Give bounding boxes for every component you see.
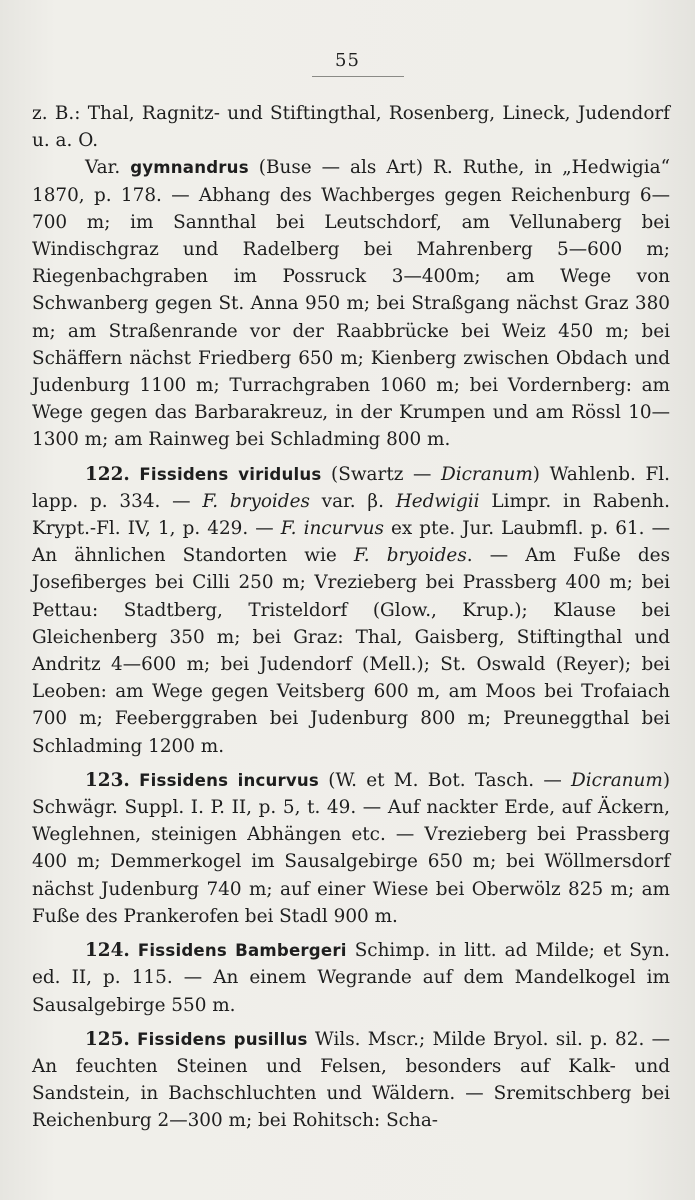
- synonym-italic: F. bryoides: [353, 545, 467, 567]
- entry-text: (W. et M. Bot. Tasch. —: [319, 769, 571, 791]
- species-entry-124: [32, 937, 670, 1019]
- variety-name: gymnandrus: [130, 158, 249, 178]
- species-name: Fissidens Bambergeri: [137, 941, 347, 961]
- entry-number: 124.: [85, 940, 130, 962]
- species-name: Fissidens pusillus: [137, 1029, 308, 1049]
- entry-text: ex pte. Jur. Laubmfl. p. 61. — An ähnlichen Standorten wie: [32, 518, 670, 567]
- entry-number: 123.: [85, 769, 130, 791]
- continuation-paragraph: z. B.: Thal, Ragnitz- und Stiftingthal, Rosenberg, Lineck, Judendorf u. a. O.: [32, 103, 670, 152]
- synonym-italic: Dicranum: [440, 463, 533, 485]
- species-entry-123: [32, 767, 670, 930]
- entry-text: . — Am Fuße des Josefiberges bei Cilli 250 m; Vrezieberg bei Prassberg 400 m; bei Pettau: Stadtberg, Tristeldorf (Glow., Krup.); Klause bei Gleichenberg 350 m; bei Graz: Thal, Gaisberg, Stiftingthal und Andritz 4—600 m; bei Judendorf (Mell.); St. Oswald (Reyer); bei Leoben: am Wege gegen Veitsberg 600 m, am Moos bei Trofaiach 700 m; Feeberggraben bei Judenburg 800 m; Preuneggthal bei Schladming 1200 m.: [32, 545, 671, 757]
- page-body: [32, 100, 670, 1135]
- header-rule: [312, 76, 404, 77]
- entry-text: Wils. Mscr.; Milde Bryol. sil. p. 82. — An feuchten Steinen und Felsen, besonders auf Kalk- und Sandstein, in Bachschluchten und Wäldern. — Sremitschberg bei Reichenburg 2—300 m; bei Rohitsch: Scha-: [32, 1028, 670, 1132]
- entry-text: ) Schwägr. Suppl. I. P. II, p. 5, t. 49. — Auf nackter Erde, auf Äckern, Weglehnen, steinigen Abhängen etc. — Vrezieberg bei Prassberg 400 m; Demmerkogel im Sausalgebirge 650 m; bei Wöllmersdorf nächst Judenburg 740 m; auf einer Wiese bei Oberwölz 825 m; am Fuße des Prankerofen bei Stadl 900 m.: [32, 769, 670, 927]
- species-name: Fissidens incurvus: [139, 770, 320, 790]
- variety-gymnandrus-paragraph: [32, 154, 670, 453]
- entry-text: var. β.: [309, 490, 396, 512]
- variety-text: (Buse — als Art) R. Ruthe, in „Hedwigia“ 1870, p. 178. — Abhang des Wachberges gegen Reichenburg 6—700 m; im Sannthal bei Leutschdorf, am Vellunaberg bei Windischgraz und Radelberg bei Mahrenberg 5—600 m; Riegenbachgraben im Possruck 3—400m; am Wege von Schwanberg gegen St. Anna 950 m; bei Straßgang nächst Graz 380 m; am Straßenrande vor der Raabbrücke bei Weiz 450 m; bei Schäffern nächst Friedberg 650 m; Kienberg zwischen Obdach und Judenburg 1100 m; Turrachgraben 1060 m; bei Vordernberg: am Wege gegen das Barbarakreuz, in der Krumpen und am Rössl 10—1300 m; am Rainweg bei Schladming 800 m.: [32, 157, 670, 451]
- species-entry-125: [32, 1026, 670, 1135]
- page-number: 55: [335, 50, 360, 71]
- species-name: Fissidens viridulus: [139, 464, 322, 484]
- variety-prefix: Var.: [85, 157, 121, 179]
- synonym-italic: Dicranum: [571, 769, 663, 791]
- species-entry-122: [32, 461, 670, 760]
- entry-text: Schimp. in litt. ad Milde; et Syn. ed. II, p. 115. — An einem Wegrande auf dem Mandelkogel im Sausalgebirge 550 m.: [32, 940, 670, 1016]
- entry-text: (Swartz —: [321, 463, 441, 485]
- synonym-italic: F. bryoides: [202, 490, 310, 512]
- entry-text: ) Wahlenb. Fl. lapp. p. 334. —: [32, 463, 670, 512]
- entry-number: 125.: [85, 1028, 130, 1050]
- entry-text: Limpr. in Rabenh. Krypt.-Fl. IV, 1, p. 429. —: [32, 490, 670, 540]
- synonym-italic: Hedwigii: [395, 490, 480, 512]
- entry-number: 122.: [85, 463, 130, 485]
- synonym-italic: F. incurvus: [280, 518, 384, 540]
